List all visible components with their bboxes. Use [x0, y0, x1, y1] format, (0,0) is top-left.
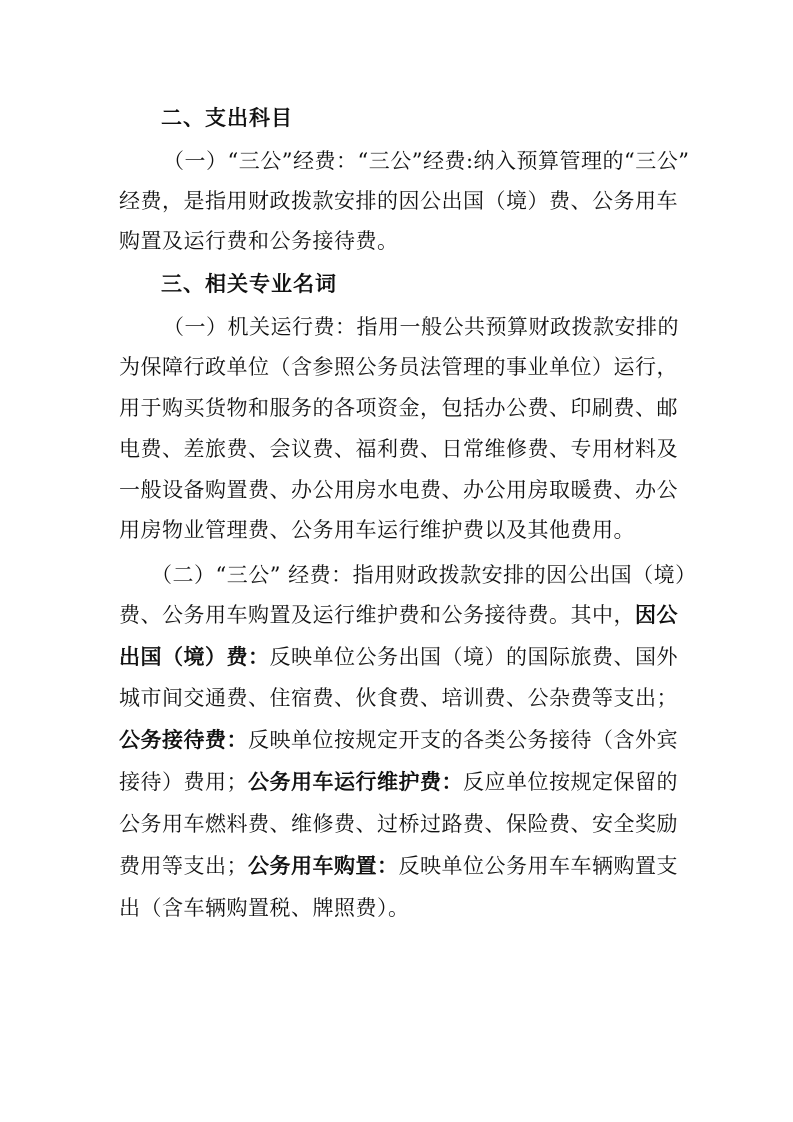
term-label: 出国（境）费： — [119, 645, 270, 669]
paragraph-line: （一）“三公”经费：“三公”经费:纳入预算管理的“三公” — [163, 149, 690, 173]
paragraph-line: （二）“三公” 经费：指用财政拨款安排的因公出国（境） — [151, 563, 697, 587]
text-run: 反应单位按规定保留的 — [463, 770, 678, 794]
text-run: 反映单位按规定开支的各类公务接待（含外宾 — [248, 728, 678, 752]
paragraph-line: 电费、差旅费、会议费、福利费、日常维修费、专用材料及 — [119, 437, 678, 461]
text-run: 接待）费用； — [119, 770, 248, 794]
paragraph-line — [119, 600, 678, 630]
term-label: 因公 — [635, 603, 678, 627]
paragraph-line: （一）机关运行费：指用一般公共预算财政拨款安排的 — [163, 315, 679, 339]
paragraph-line: 购置及运行费和公务接待费。 — [119, 229, 399, 253]
paragraph-line — [119, 767, 678, 797]
paragraph-line: 城市间交通费、住宿费、伙食费、培训费、公杂费等支出； — [119, 686, 678, 710]
paragraph-line: 公务用车燃料费、维修费、过桥过路费、保险费、安全奖励 — [119, 812, 678, 836]
paragraph-line: 用于购买货物和服务的各项资金，包括办公费、印刷费、邮 — [119, 396, 678, 420]
term-label: 公务用车购置： — [248, 854, 399, 878]
section-heading-related-terms: 三、相关专业名词 — [161, 272, 337, 296]
paragraph-line: 出（含车辆购置税、牌照费）。 — [119, 896, 410, 920]
section-heading-expenditure-items: 二、支出科目 — [161, 106, 293, 130]
paragraph-line: 一般设备购置费、办公用房水电费、办公用房取暖费、办公 — [119, 478, 678, 502]
text-run: 费用等支出； — [119, 854, 248, 878]
text-run: 反映单位公务出国（境）的国际旅费、国外 — [269, 645, 678, 669]
text-run: 反映单位公务用车车辆购置支 — [398, 854, 678, 878]
term-label: 公务用车运行维护费： — [248, 770, 463, 794]
paragraph-line: 用房物业管理费、公务用车运行维护费以及其他费用。 — [119, 518, 635, 542]
term-label: 公务接待费： — [119, 728, 248, 752]
paragraph-line — [119, 725, 678, 755]
paragraph-line: 为保障行政单位（含参照公务员法管理的事业单位）运行， — [119, 355, 678, 379]
paragraph-line — [119, 851, 678, 881]
paragraph-line — [119, 642, 678, 672]
text-run: 费、公务用车购置及运行维护费和公务接待费。其中， — [119, 603, 635, 627]
paragraph-line: 经费，是指用财政拨款安排的因公出国（境）费、公务用车 — [119, 189, 678, 213]
